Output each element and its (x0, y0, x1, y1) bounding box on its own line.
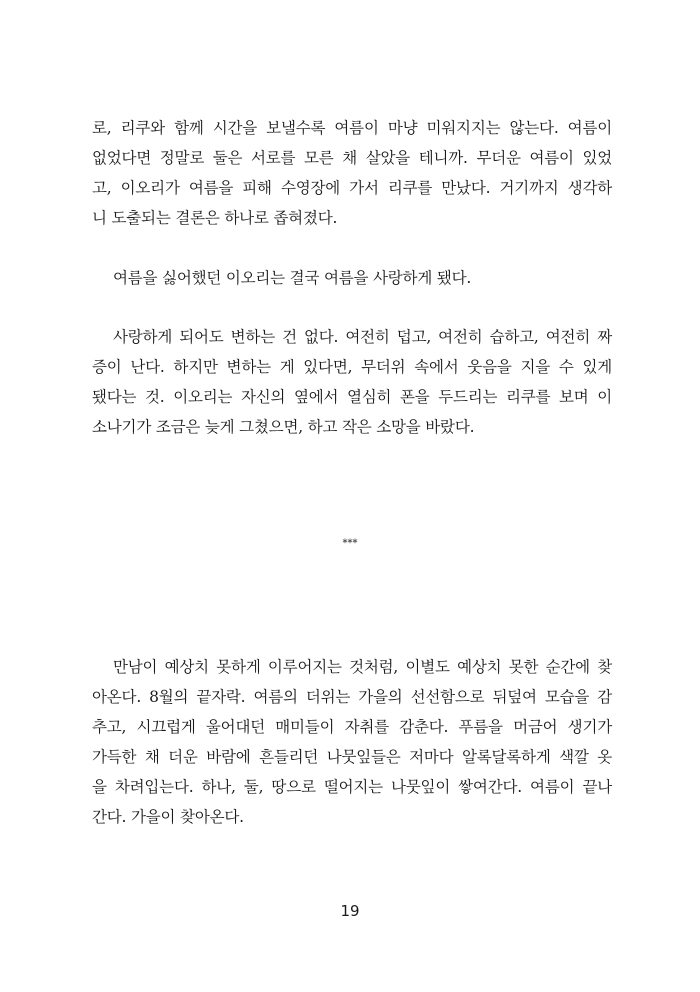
paragraph-1-line-1: 로, 리쿠와 함께 시간을 보낼수록 여름이 마냥 미워지지는 않는다. 여름이 (92, 119, 612, 137)
paragraph-3-line-3: 됐다는 것. 이오리는 자신의 옆에서 열심히 폰을 두드리는 리쿠를 보며 이 (92, 388, 612, 406)
paragraph-4-line-6: 간다. 가을이 찾아온다. (92, 808, 244, 826)
paragraph-3-line-2: 증이 난다. 하지만 변하는 게 있다면, 무더위 속에서 웃음을 지을 수 있게 (92, 358, 612, 376)
paragraph-4-line-1: 만남이 예상치 못하게 이루어지는 것처럼, 이별도 예상치 못한 순간에 찾 (113, 658, 612, 676)
paragraph-1-line-4: 니 도출되는 결론은 하나로 좁혀졌다. (92, 209, 338, 227)
paragraph-4-line-5: 을 차려입는다. 하나, 둘, 땅으로 떨어지는 나뭇잎이 쌓여간다. 여름이 끝나 (92, 778, 612, 796)
paragraph-3-line-1: 사랑하게 되어도 변하는 건 없다. 여전히 덥고, 여전히 습하고, 여전히 짜 (113, 328, 612, 346)
page-number: 19 (340, 902, 360, 920)
scene-separator: *** (342, 538, 358, 549)
paragraph-4-line-2: 아온다. 8월의 끝자락. 여름의 더위는 가을의 선선함으로 뒤덮여 모습을 감 (92, 688, 612, 706)
paragraph-3-line-4: 소나기가 조금은 늦게 그쳤으면, 하고 작은 소망을 바랐다. (92, 418, 475, 436)
paragraph-1-line-2: 없었다면 정말로 둘은 서로를 모른 채 살았을 테니까. 무더운 여름이 있었 (92, 149, 612, 167)
paragraph-4-line-3: 추고, 시끄럽게 울어대던 매미들이 자취를 감춘다. 푸름을 머금어 생기가 (92, 718, 612, 736)
paragraph-1-line-3: 고, 이오리가 여름을 피해 수영장에 가서 리쿠를 만났다. 거기까지 생각하 (92, 179, 612, 197)
paragraph-4-line-4: 가득한 채 더운 바람에 흔들리던 나뭇잎들은 저마다 알록달록하게 색깔 옷 (92, 748, 612, 766)
paragraph-2-line-1: 여름을 싫어했던 이오리는 결국 여름을 사랑하게 됐다. (113, 269, 472, 287)
